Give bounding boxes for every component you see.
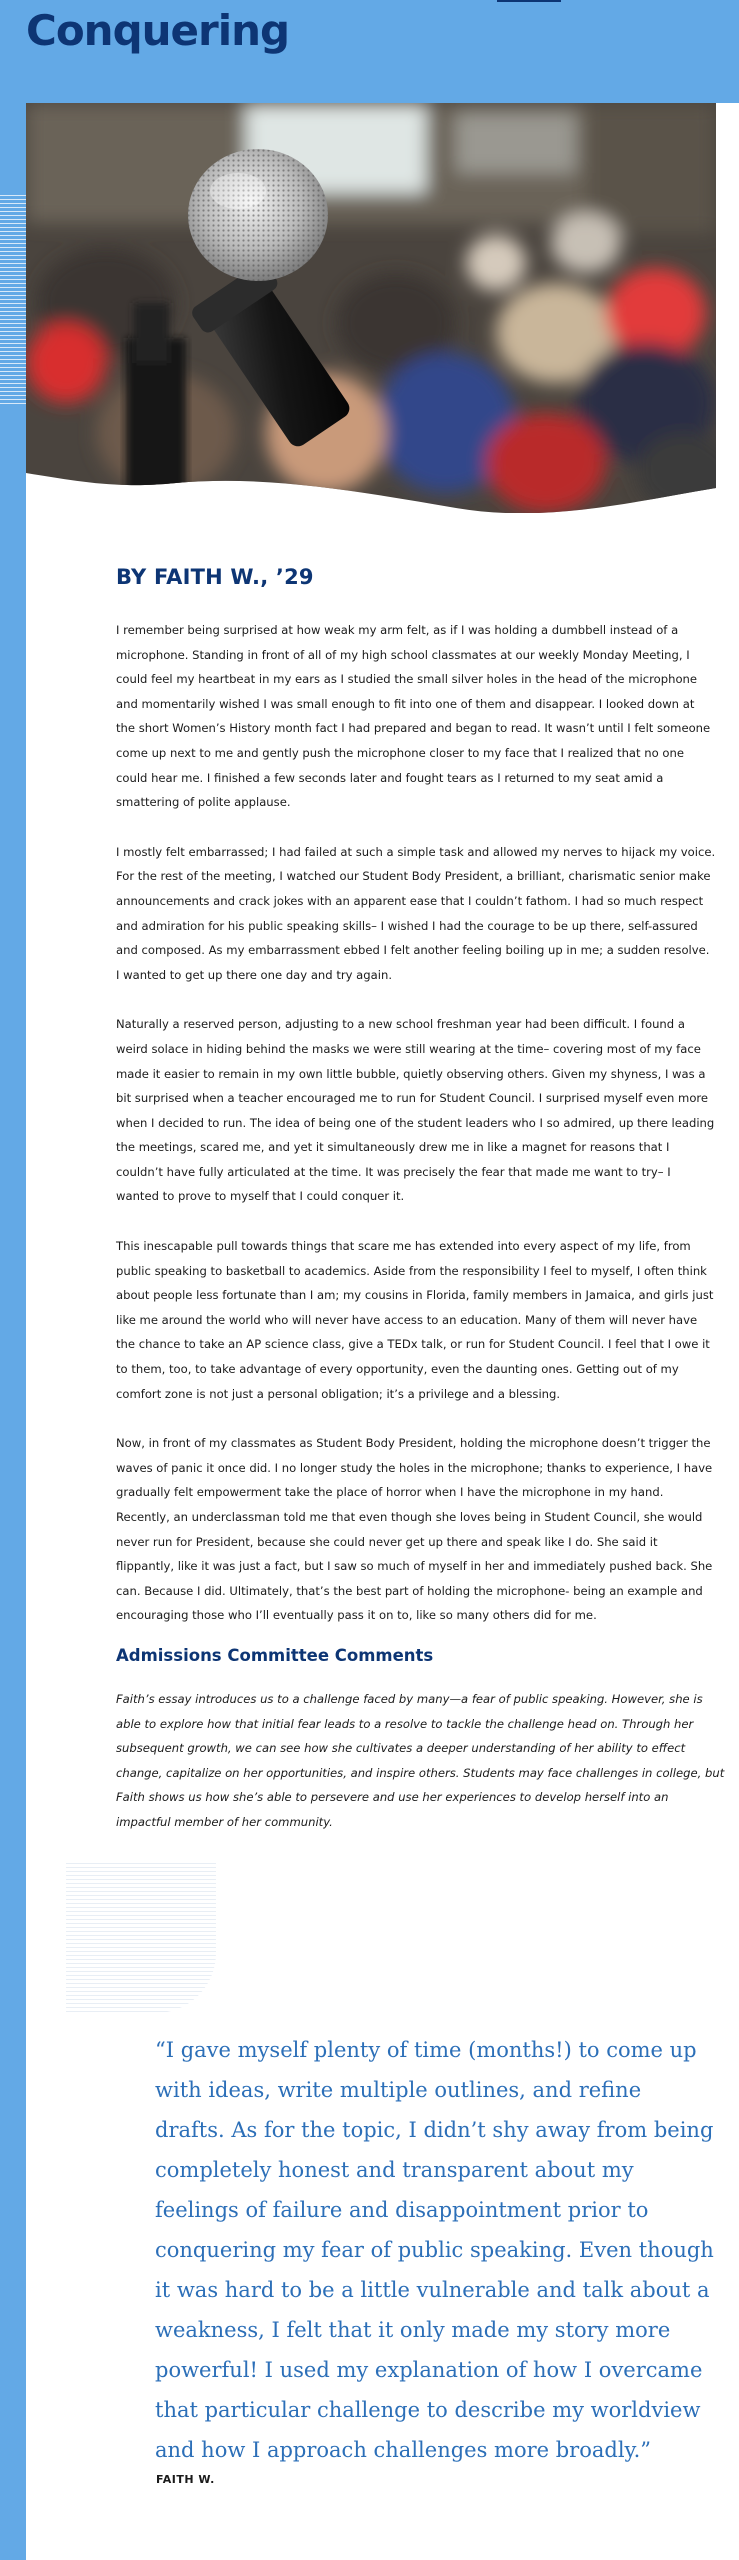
byline: BY FAITH W., ’29 [116, 565, 314, 589]
decorative-stripes-left [0, 195, 26, 405]
essay-paragraph: Naturally a reserved person, adjusting to a new school freshman year had been difficult. I found a weird solace in hiding behind the masks we were still wearing at the time– covering most of my face made it easier to remain in my own little bubble, quietly observing others. Given my shyness, I was a bit surprised when a teacher encouraged me to run for Student Council. I surprised myself even more when I decided to run. The idea of being one of the student leaders who I so admired, up there leading the meetings, scared me, and yet it simultaneously drew me in like a magnet for reasons that I couldn’t have fully articulated at the time. It was precisely the fear that made me want to try– I wanted to prove to myself that I could conquer it. [116, 1017, 715, 1204]
quote-author: FAITH W. [156, 2473, 215, 2486]
essay-paragraph: This inescapable pull towards things that scare me has extended into every aspect of my life, from public speaking to basketball to academics. Aside from the responsibility I feel to myself, I often think about people less fortunate than I am; my cousins in Florida, family members in Jamaica, and girls just like me around the world who will never have access to an education. Many of them will never have the chance to take an AP science class, give a TEDx talk, or run for Student Council. I feel that I owe it to them, too, to take advantage of every opportunity, even the daunting ones. Getting out of my comfort zone is not just a personal obligation; it’s a privilege and a blessing. [116, 1239, 714, 1401]
comments-text: Faith’s essay introduces us to a challenge faced by many—a fear of public speaking. However, she is able to explore how that initial fear leads to a resolve to tackle the challenge head on. Through her subsequent growth, we can see how she cultivates a deeper understanding of her ability to effect change, capitalize on her opportunities, and inspire others. Students may face challenges in college, but Faith shows us how she’s able to persevere and use her experiences to develop herself into an impactful member of her community. [116, 1692, 725, 1829]
essay-paragraph: I remember being surprised at how weak my arm felt, as if I was holding a dumbbell instead of a microphone. Standing in front of all of my high school classmates at our weekly Monday Meeting, I could feel my heartbeat in my ears as I studied the small silver holes in the head of the microphone and momentarily wished I was small enough to fit into one of them and disappear. I looked down at the short Women’s History month fact I had prepared and began to read. It wasn’t until I felt someone come up next to me and gently push the microphone closer to my face that I realized that no one could hear me. I finished a few seconds later and fought tears as I returned to my seat amid a smattering of polite applause. [116, 623, 711, 810]
essay-paragraph: I mostly felt embarrassed; I had failed at such a simple task and allowed my nerves to hijack my voice. For the rest of the meeting, I watched our Student Body President, a brilliant, charismatic senior make announcements and crack jokes with an apparent ease that I couldn’t fathom. I had so much respect and admiration for his public speaking skills– I wished I had the courage to be up there, self-assured and composed. As my embarrassment ebbed I felt another feeling boiling up in me; a sudden resolve. I wanted to get up there one day and try again. [116, 844, 716, 982]
page-title: Conquering [26, 6, 290, 55]
comments-heading: Admissions Committee Comments [116, 1646, 434, 1665]
hero-image [26, 103, 716, 513]
quote-mark-decoration-icon [66, 1863, 216, 2013]
article-card [26, 103, 739, 2560]
header-divider [497, 0, 561, 2]
essay-body [116, 618, 716, 1653]
pull-quote: “I gave myself plenty of time (months!) to come up with ideas, write multiple outlines, and refine drafts. As for the topic, I didn’t shy away from being completely honest and transparent about my feelings of failure and disappointment prior to conquering my fear of public speaking. Even though it was hard to be a little vulnerable and talk about a weakness, I felt that it only made my story more powerful! I used my explanation of how I overcame that particular challenge to describe my worldview and how I approach challenges more broadly.” [155, 2038, 714, 2462]
microphone-photo-icon [26, 103, 716, 513]
essay-paragraph: Now, in front of my classmates as Student Body President, holding the microphone doesn’t trigger the waves of panic it once did. I no longer study the holes in the microphone; thanks to experience, I have gradually felt empowerment take the place of horror when I have the microphone in my hand. Recently, an underclassman told me that even though she loves being in Student Council, she would never run for President, because she could never get up there and speak like I do. She said it flippantly, like it was just a fact, but I saw so much of myself in her and immediately pushed back. She can. Because I did. Ultimately, that’s the best part of holding the microphone- being an example and encouraging those who I’ll eventually pass it on to, like so many others did for me. [116, 1436, 713, 1623]
